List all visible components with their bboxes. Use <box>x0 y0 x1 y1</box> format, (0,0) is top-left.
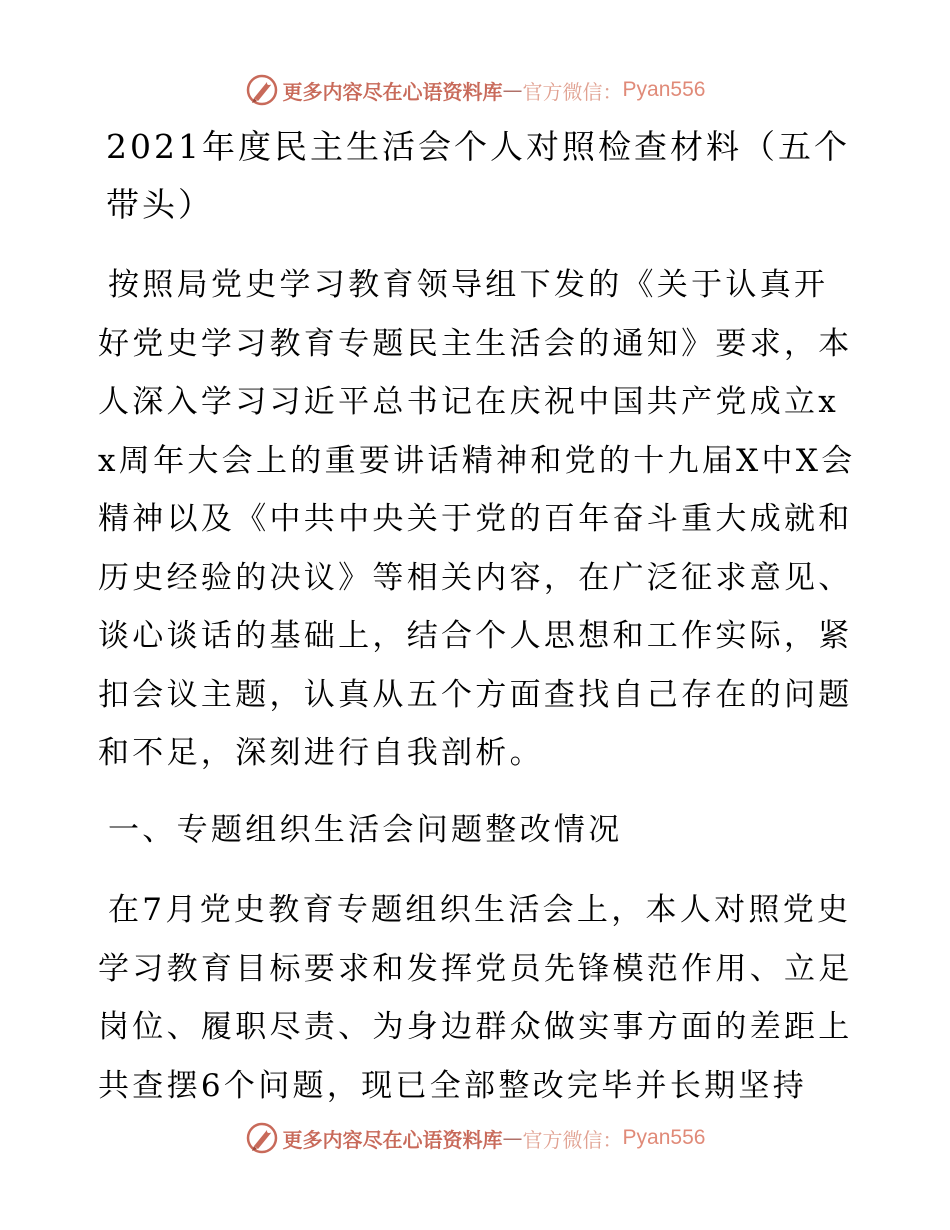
watermark-sub-text: 官方微信： <box>522 79 623 104</box>
watermark-header <box>0 70 950 110</box>
watermark-dash: — <box>502 78 523 102</box>
paragraph-intro: 按照局党史学习教育领导组下发的《关于认真开好党史学习教育专题民主生活会的通知》要求，本人深入学习习近平总书记在庆祝中国共产党成立xx周年大会上的重要讲话精神和党的十九届X中X会精神以及《中共中央关于党的百年奋斗重大成就和历史经验的决议》等相关内容，在广泛征求意见、谈心谈话的基础上，结合个人思想和工作实际，紧扣会议主题，认真从五个方面查找自己存在的问题和不足，深刻进行自我剖析。 <box>98 267 856 771</box>
pen-logo-icon <box>245 1120 281 1156</box>
document-body <box>98 118 858 1115</box>
watermark-main-text: 更多内容尽在心语资料库 <box>282 1127 503 1152</box>
watermark-footer <box>0 1118 950 1158</box>
section-heading-1: 一、专题组织生活会问题整改情况 <box>108 811 623 848</box>
watermark-wechat-id: Pyan556 <box>622 78 706 101</box>
pen-logo-icon <box>245 72 281 108</box>
watermark-wechat-id: Pyan556 <box>622 1126 706 1149</box>
watermark-dash: — <box>502 1126 523 1150</box>
paragraph-rectification: 在7月党史教育专题组织生活会上，本人对照党史学习教育目标要求和发挥党员先锋模范作用、立足岗位、履职尽责、为身边群众做实事方面的差距上共查摆6个问题，现已全部整改完毕并长期坚持 <box>98 892 853 1104</box>
document-title: 2021年度民主生活会个人对照检查材料（五个带头） <box>106 127 850 224</box>
watermark-main-text: 更多内容尽在心语资料库 <box>282 79 503 104</box>
watermark-sub-text: 官方微信： <box>522 1127 623 1152</box>
